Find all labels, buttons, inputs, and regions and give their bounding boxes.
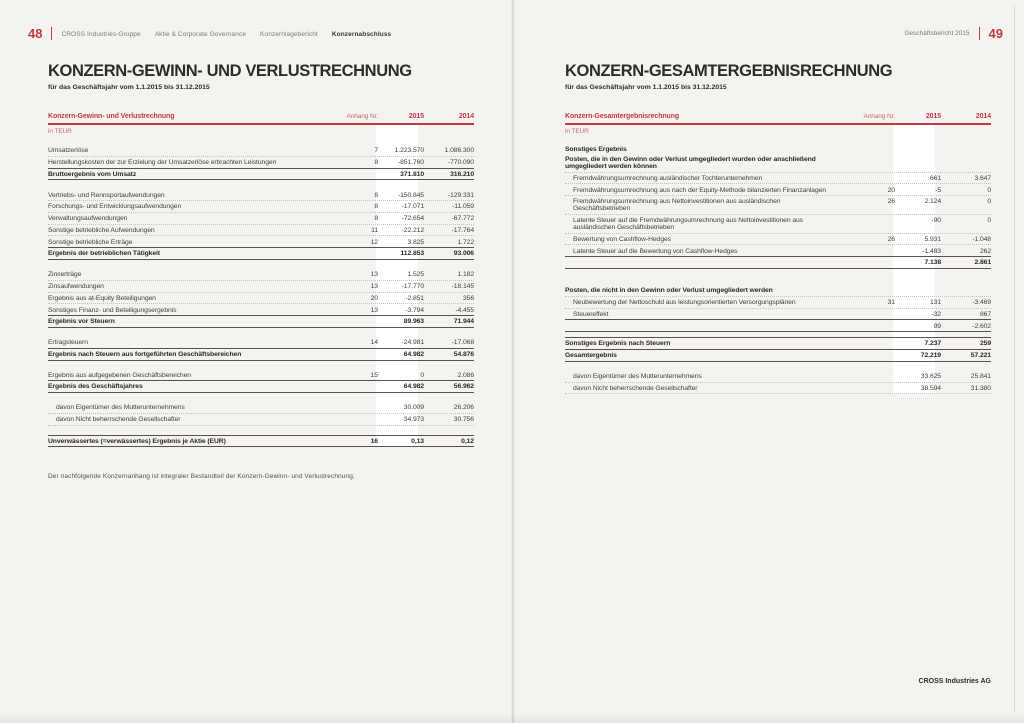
row-label: Verwaltungsaufwendungen xyxy=(48,215,128,223)
row-value-2015: 0,13 xyxy=(411,437,424,445)
page-right-content xyxy=(565,62,991,394)
row-label: Ergebnis der betrieblichen Tätigkeit xyxy=(48,250,160,258)
row-note-number: 8 xyxy=(374,191,378,199)
page-left-content xyxy=(48,62,474,480)
row-value-2014: -18.145 xyxy=(451,283,474,290)
column-header-2015: 2015 xyxy=(925,113,941,120)
row-value-2015: -1.483 xyxy=(922,247,941,255)
table-row xyxy=(48,370,474,381)
row-value-2014: -4.455 xyxy=(455,306,474,314)
row-value-2014: 56.962 xyxy=(453,383,474,391)
row-label: Forschungs- und Entwicklungsaufwendungen xyxy=(48,203,182,211)
table-row xyxy=(565,173,991,185)
row-label: Neubewertung der Nettoschuld aus leistungsorientierten Versorgungsplänen xyxy=(573,299,796,306)
row-note-number: 20 xyxy=(887,186,895,194)
row-label: davon Nicht beherrschende Gesellschafter xyxy=(573,384,698,392)
row-value-2014: 3.647 xyxy=(974,174,991,182)
row-label: Ergebnis vor Steuern xyxy=(48,318,115,326)
table-row-spacer xyxy=(48,426,474,435)
page-left xyxy=(28,26,486,487)
row-value-2014: 2.861 xyxy=(974,259,991,267)
table-title: Konzern-Gesamtergebnisrechnung xyxy=(565,113,680,120)
row-label: Vertriebs- und Rennsportaufwendungen xyxy=(48,191,165,199)
row-value-2015: -5 xyxy=(935,186,941,194)
column-header-2015: 2015 xyxy=(408,113,424,120)
table-row xyxy=(48,269,474,281)
page-subtitle-right: für das Geschäftsjahr vom 1.1.2015 bis 31.12.2015 xyxy=(565,84,727,91)
breadcrumb-item: Konzernlagebericht xyxy=(260,30,318,38)
row-value-2014: 1.086.300 xyxy=(444,147,474,155)
header-divider xyxy=(979,27,980,40)
row-value-2015: 64.982 xyxy=(403,383,424,391)
row-label: Fremdwährungsumrechnung ausländischer Tochterunternehmen xyxy=(573,174,763,182)
income-statement-table xyxy=(48,113,474,447)
table-row xyxy=(48,402,474,414)
page-title-left: KONZERN-GEWINN- UND VERLUSTRECHNUNG xyxy=(48,62,412,80)
page-right xyxy=(545,26,1003,685)
row-value-2015: -150.845 xyxy=(397,191,424,199)
row-note-number: 13 xyxy=(370,306,378,314)
row-value-2014: -1.048 xyxy=(972,235,991,243)
row-value-2015: -2.851 xyxy=(405,294,424,302)
row-label: Latente Steuer auf die Bewertung von Cashflow-Hedges xyxy=(573,247,738,255)
column-header-note: Anhang Nr. xyxy=(346,113,378,120)
table-row-spacer xyxy=(565,269,991,286)
row-label: davon Nicht beherrschende Gesellschafter xyxy=(56,416,181,424)
table-row xyxy=(48,213,474,225)
page-title-right: KONZERN-GESAMTERGEBNISRECHNUNG xyxy=(565,62,893,80)
row-note-number: 13 xyxy=(370,283,378,290)
row-value-2015: 3.825 xyxy=(407,238,424,246)
row-label: Sonstiges Ergebnis nach Steuern xyxy=(565,340,671,348)
table-row xyxy=(565,196,991,215)
breadcrumb-item: CROSS Industries-Gruppe xyxy=(61,30,141,38)
row-value-2014: 93.006 xyxy=(453,250,474,258)
row-label: Gesamtergebnis xyxy=(565,352,617,360)
row-value-2015: 99 xyxy=(933,322,941,330)
table-row xyxy=(565,337,991,350)
row-value-2015: 89.963 xyxy=(403,318,424,326)
row-label: davon Eigentümer des Mutterunternehmens xyxy=(573,372,702,380)
page-right-header xyxy=(545,26,1003,41)
table-row xyxy=(48,247,474,260)
row-value-2015: -17.770 xyxy=(401,283,424,290)
table-row xyxy=(565,184,991,196)
row-value-2014: -129.331 xyxy=(447,191,474,199)
row-label: Fremdwährungsumrechnung aus nach der Equity-Methode bilanzierten Finanzanlagen xyxy=(573,186,826,194)
table-row xyxy=(48,145,474,157)
row-label: Ergebnis aus aufgegebenen Geschäftsbereichen xyxy=(48,371,191,379)
table-row xyxy=(48,225,474,237)
row-value-2015: 0 xyxy=(420,371,424,379)
table-row-spacer xyxy=(565,362,991,371)
row-note-number: 14 xyxy=(370,339,378,347)
breadcrumb-item: Aktie & Corporate Governance xyxy=(154,30,247,38)
table-row xyxy=(565,383,991,395)
row-label: Steuereffekt xyxy=(573,310,609,318)
header-divider xyxy=(51,27,52,40)
row-value-2014: 0 xyxy=(987,217,991,225)
row-value-2015: -22.212 xyxy=(401,226,424,234)
row-label: Sonstige betriebliche Aufwendungen xyxy=(48,226,155,234)
page-edge-bottom-shadow xyxy=(0,714,1024,723)
table-row xyxy=(48,281,474,293)
row-value-2015: 30.009 xyxy=(403,404,424,412)
row-value-2015: 7.138 xyxy=(924,259,941,267)
row-value-2015: 34.973 xyxy=(403,416,424,424)
table-row xyxy=(565,155,991,173)
row-note-number: 31 xyxy=(887,299,895,306)
row-value-2014: 259 xyxy=(979,340,991,348)
table-row-spacer xyxy=(48,328,474,337)
row-label: Latente Steuer auf die Fremdwährungsumrechnung aus Nettoinvestitionen aus ausländischen Geschäftsbetrieben xyxy=(573,217,803,232)
row-value-2014: 30.756 xyxy=(453,416,474,424)
table-row xyxy=(48,414,474,426)
table-unit-label: in TEUR xyxy=(565,128,589,135)
row-value-2015: -851.760 xyxy=(397,158,424,166)
row-value-2015: -3.794 xyxy=(405,306,424,314)
table-row-spacer xyxy=(48,180,474,189)
row-note-number: 16 xyxy=(370,437,378,445)
table-row xyxy=(48,304,474,315)
row-value-2015: 33.625 xyxy=(920,372,941,380)
page-number-left: 48 xyxy=(28,26,43,41)
row-value-2015: -90 xyxy=(931,217,941,225)
row-value-2014: 262 xyxy=(979,247,991,255)
row-value-2014: -770.090 xyxy=(447,158,474,166)
table-row-spacer xyxy=(48,393,474,402)
row-value-2014: 0 xyxy=(987,186,991,194)
row-value-2014: 31.380 xyxy=(970,384,991,392)
row-value-2014: 0 xyxy=(987,198,991,206)
row-value-2015: 1.525 xyxy=(407,271,424,279)
page-gutter-shadow xyxy=(511,0,515,723)
breadcrumb xyxy=(61,30,391,38)
table-row xyxy=(48,189,474,201)
row-value-2015: 1.223.570 xyxy=(394,147,424,155)
row-value-2014: 26.206 xyxy=(453,404,474,412)
column-header-2014: 2014 xyxy=(458,113,474,120)
comprehensive-income-table xyxy=(565,113,991,394)
row-value-2014: -17.764 xyxy=(451,226,474,234)
row-value-2014: -67.772 xyxy=(451,215,474,223)
row-label: Ertragsteuern xyxy=(48,339,88,347)
table-row xyxy=(565,371,991,383)
row-label: Unverwässertes (=verwässertes) Ergebnis je Aktie (EUR) xyxy=(48,437,226,445)
row-value-2015: 64.982 xyxy=(403,350,424,358)
row-label: davon Eigentümer des Mutterunternehmens xyxy=(56,404,185,412)
row-value-2014: -11.059 xyxy=(452,203,474,211)
table-row xyxy=(48,293,474,305)
row-label: Sonstige betriebliche Erträge xyxy=(48,238,133,246)
row-value-2014: 356 xyxy=(462,294,474,302)
table-row xyxy=(48,201,474,213)
row-note-number: 7 xyxy=(374,147,378,155)
table-row xyxy=(48,315,474,328)
table-row xyxy=(565,145,991,155)
table-row-spacer xyxy=(48,361,474,370)
table-row xyxy=(565,245,991,256)
row-value-2014: -3.469 xyxy=(972,299,991,306)
table-header-row xyxy=(48,113,474,125)
page-left-header xyxy=(28,26,486,41)
row-label: Bewertung von Cashflow-Hedges xyxy=(573,235,671,243)
row-value-2015: -32 xyxy=(931,310,941,318)
page-subtitle-left: für das Geschäftsjahr vom 1.1.2015 bis 31.12.2015 xyxy=(48,84,210,91)
row-value-2014: 867 xyxy=(979,310,991,318)
table-row xyxy=(565,319,991,332)
row-value-2014: 1.722 xyxy=(457,238,474,246)
row-label: Herstellungskosten der zur Erzielung der Umsatzerlöse erbrachten Leistungen xyxy=(48,158,277,166)
table-row xyxy=(48,337,474,348)
table-row xyxy=(48,168,474,181)
report-name-label: Geschäftsbericht 2015 xyxy=(904,30,970,37)
row-value-2015: 661 xyxy=(929,174,941,182)
row-value-2014: 316.210 xyxy=(450,170,474,178)
row-value-2015: 7.237 xyxy=(924,340,941,348)
row-label: Posten, die in den Gewinn oder Verlust umgegliedert wurden oder anschließend umgegliedert werden können xyxy=(565,156,816,171)
column-header-note: Anhang Nr. xyxy=(863,113,895,120)
row-value-2015: 72.219 xyxy=(920,352,941,360)
table-row xyxy=(565,234,991,246)
row-label: Umsatzerlöse xyxy=(48,147,89,155)
row-value-2015: -24.981 xyxy=(401,339,424,347)
table-title: Konzern-Gewinn- und Verlustrechnung xyxy=(48,113,175,120)
row-value-2015: 2.124 xyxy=(924,198,941,206)
table-row xyxy=(565,215,991,234)
row-value-2014: 2.086 xyxy=(457,371,474,379)
table-row xyxy=(565,256,991,269)
row-value-2015: 112.853 xyxy=(400,250,424,258)
table-row xyxy=(565,350,991,362)
row-label: Fremdwährungsumrechnung aus Nettoinvestitionen aus ausländischen Geschäftsbetrieben xyxy=(573,198,781,213)
row-label: Zinserträge xyxy=(48,271,82,279)
row-note-number: 8 xyxy=(374,215,378,223)
row-note-number: 8 xyxy=(374,158,378,166)
row-label: Posten, die nicht in den Gewinn oder Verlust umgegliedert werden xyxy=(565,287,773,295)
row-label: Bruttoergebnis vom Umsatz xyxy=(48,170,137,178)
row-label: Zinsaufwendungen xyxy=(48,283,104,290)
table-row xyxy=(48,348,474,361)
row-label: Ergebnis nach Steuern aus fortgeführten Geschäftsbereichen xyxy=(48,350,242,358)
row-note-number: 26 xyxy=(887,235,895,243)
table-row xyxy=(48,380,474,393)
table-row xyxy=(48,157,474,168)
row-note-number: 13 xyxy=(370,271,378,279)
row-value-2014: 1.182 xyxy=(457,271,474,279)
page-edge-right xyxy=(1014,6,1015,712)
row-label: Ergebnis aus at-Equity Beteiligungen xyxy=(48,294,156,302)
row-value-2014: 0,12 xyxy=(461,437,474,445)
row-note-number: 15 xyxy=(370,371,378,379)
table-row xyxy=(565,309,991,320)
breadcrumb-item: Konzernabschluss xyxy=(331,30,392,38)
column-header-2014: 2014 xyxy=(975,113,991,120)
row-value-2014: 57.221 xyxy=(970,352,991,360)
row-value-2014: 54.876 xyxy=(453,350,474,358)
table-unit-label: in TEUR xyxy=(48,128,72,135)
row-value-2014: -17.068 xyxy=(451,339,474,347)
table-header-row xyxy=(565,113,991,125)
table-row xyxy=(565,297,991,309)
page-number-right: 49 xyxy=(988,26,1003,41)
row-value-2015: 38.594 xyxy=(920,384,941,392)
row-note-number: 12 xyxy=(370,238,378,246)
row-note-number: 20 xyxy=(370,294,378,302)
row-value-2014: -2.602 xyxy=(972,322,991,330)
table-row xyxy=(48,435,474,448)
row-value-2015: -72.654 xyxy=(401,215,424,223)
row-value-2015: 5.931 xyxy=(924,235,941,243)
row-label: Ergebnis des Geschäftsjahres xyxy=(48,383,143,391)
row-value-2015: -17.071 xyxy=(401,203,424,211)
row-label: Sonstiges Ergebnis xyxy=(565,146,627,154)
company-footer: CROSS Industries AG xyxy=(918,678,991,685)
row-value-2014: 71.944 xyxy=(453,318,474,326)
row-value-2015: 371.810 xyxy=(400,170,424,178)
row-note-number: 26 xyxy=(887,198,895,206)
row-value-2014: 25.841 xyxy=(970,372,991,380)
row-note-number: 11 xyxy=(371,226,378,234)
table-row xyxy=(565,286,991,297)
row-note-number: 8 xyxy=(374,203,378,211)
row-value-2015: 131 xyxy=(929,299,941,306)
table-row-spacer xyxy=(48,260,474,269)
table-row xyxy=(48,236,474,247)
table-footnote: Der nachfolgende Konzernanhang ist integraler Bestandteil der Konzern-Gewinn- und Verlustrechnung. xyxy=(48,473,355,481)
row-label: Sonstiges Finanz- und Beteiligungsergebnis xyxy=(48,306,177,314)
